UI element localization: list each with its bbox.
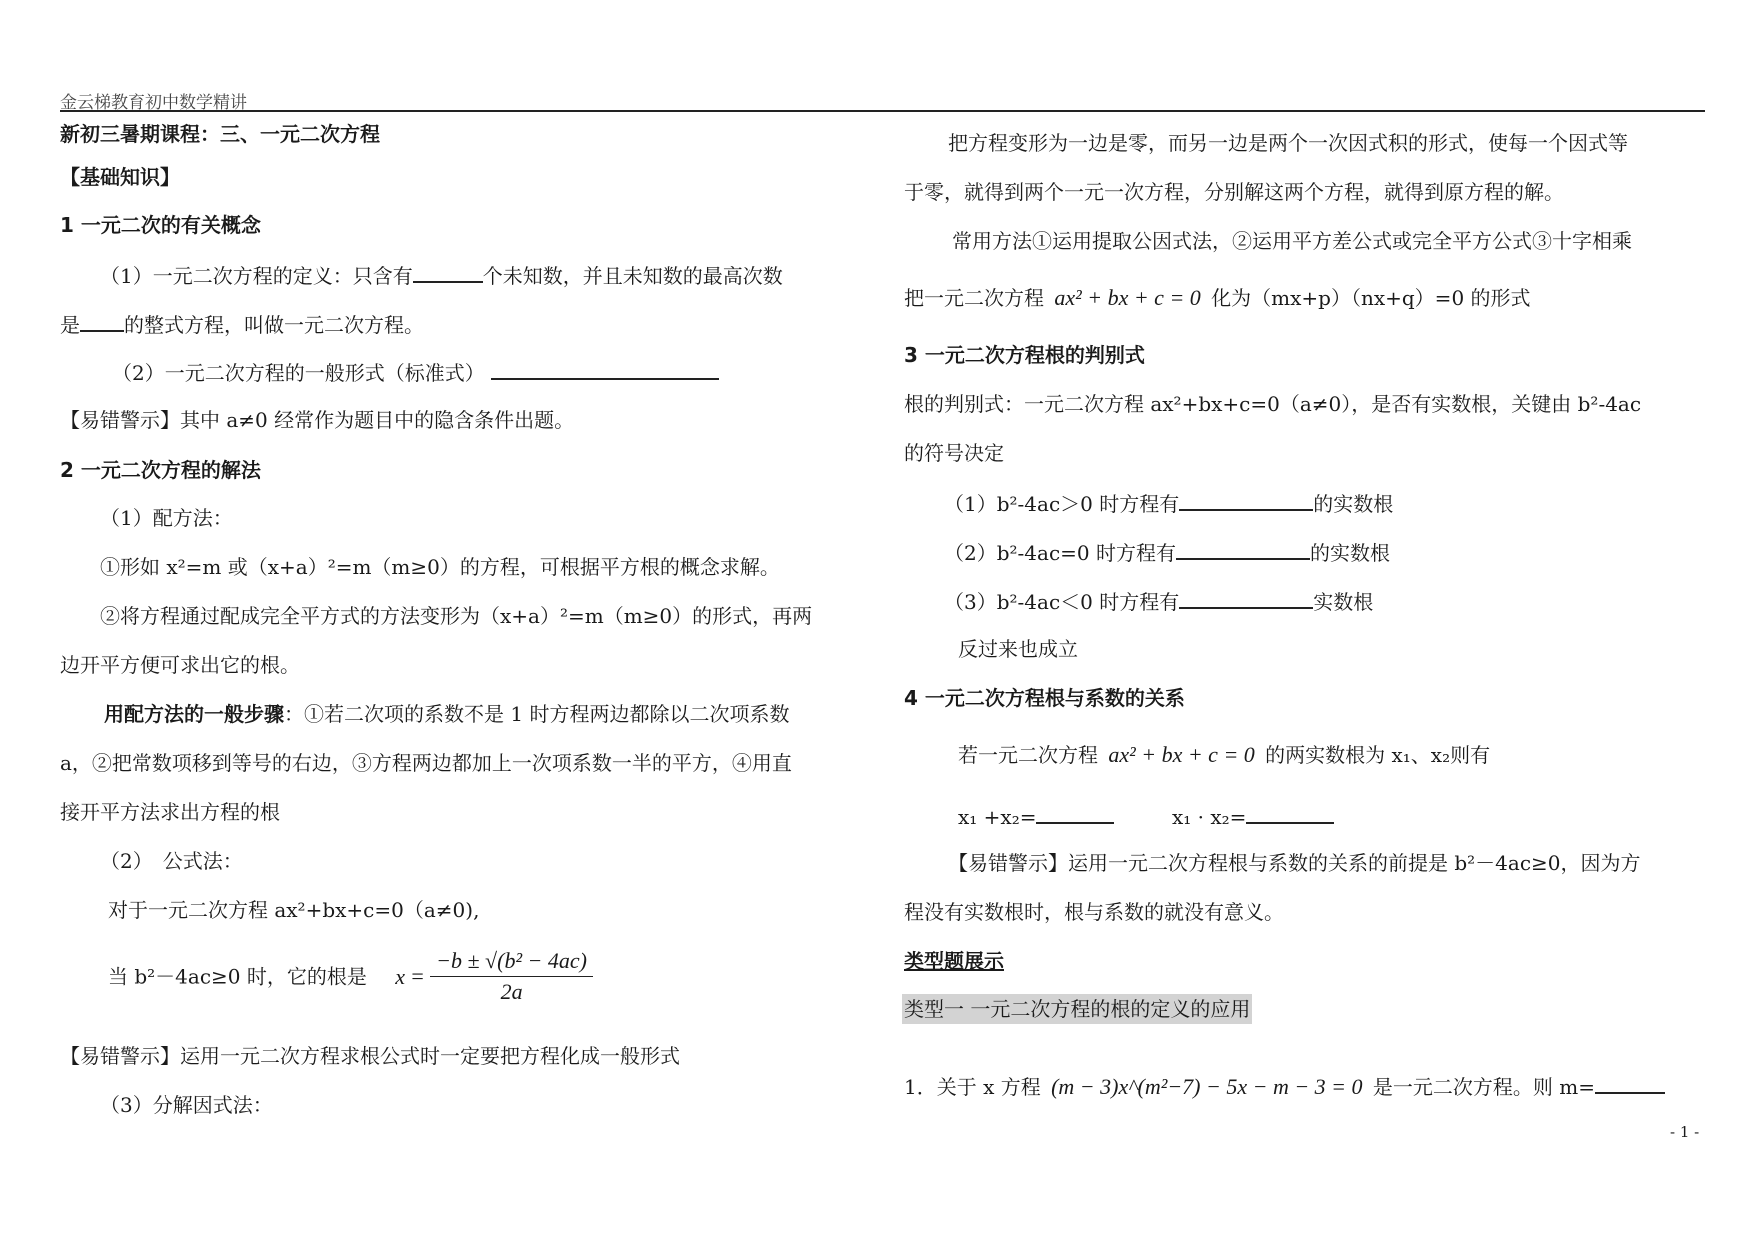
definition-text-c: 是: [60, 313, 80, 337]
cross-multiply-text-a: 把一元二次方程: [904, 286, 1044, 310]
vieta-text-a: 若一元二次方程: [958, 743, 1098, 767]
steps-text-a: ：①若二次项的系数不是 1 时方程两边都除以二次项系数: [284, 702, 790, 726]
warning-3-line1: 【易错警示】运用一元二次方程根与系数的关系的前提是 b²－4ac≥0，因为方: [948, 851, 1641, 875]
blank-case1: [1179, 489, 1313, 511]
question-1: [904, 1072, 1665, 1100]
steps-label: 用配方法的一般步骤: [104, 702, 284, 726]
formula-intro: 当 b²－4ac≥0 时，它的根是: [108, 964, 367, 989]
type1-heading: 类型一 一元二次方程的根的定义的应用: [902, 994, 1252, 1024]
case2-text-a: （2）b²-4ac=0 时方程有: [944, 541, 1176, 565]
quadratic-equation-math: ax² + bx + c = 0: [1054, 285, 1201, 310]
blank-unknown-count: [413, 261, 483, 283]
section4-title: 4 一元二次方程根与系数的关系: [904, 686, 1185, 710]
formula-fraction: [430, 948, 593, 1005]
basic-knowledge-heading: 【基础知识】: [60, 165, 180, 189]
case3-text-b: 实数根: [1313, 590, 1374, 614]
case1-text-a: （1）b²-4ac＞0 时方程有: [944, 492, 1180, 516]
case1-text-b: 的实数根: [1313, 492, 1394, 516]
warning-3-line2: 程没有实数根时，根与系数的就没有意义。: [904, 900, 1284, 924]
discriminant-case-3: [944, 587, 1373, 615]
common-methods: 常用方法①运用提取公因式法，②运用平方差公式或完全平方公式③十字相乘: [952, 229, 1632, 253]
method2-label: （2） 公式法：: [100, 849, 243, 873]
steps-line-3: 接开平方法求出方程的根: [60, 800, 280, 824]
definition-text-a: （1）一元二次方程的定义：只含有: [100, 264, 413, 288]
blank-general-form: [491, 358, 719, 380]
steps-line-2: a，②把常数项移到等号的右边，③方程两边都加上一次项系数一半的平方，④用直: [60, 751, 792, 775]
discriminant-line2: 的符号决定: [904, 441, 1004, 465]
blank-highest-degree: [80, 310, 124, 332]
definition-text-d: 的整式方程，叫做一元二次方程。: [124, 313, 424, 337]
case3-text-a: （3）b²-4ac＜0 时方程有: [944, 590, 1180, 614]
general-form-line: [112, 358, 719, 386]
warning-1: 【易错警示】其中 a≠0 经常作为题目中的隐含条件出题。: [60, 408, 575, 432]
discriminant-case-2: [944, 538, 1390, 566]
cross-multiply-text-b: 化为（mx+p）（nx+q）=0 的形式: [1211, 286, 1531, 310]
blank-vieta-product: [1246, 802, 1334, 824]
formula-denominator: 2a: [500, 979, 523, 1004]
converse-note: 反过来也成立: [958, 637, 1078, 661]
quadratic-formula-line: [108, 948, 593, 1005]
vieta-sum-label: x₁ +x₂=: [958, 805, 1037, 829]
section3-title: 3 一元二次方程根的判别式: [904, 343, 1145, 367]
blank-case2: [1176, 538, 1310, 560]
vieta-sum: [958, 802, 1114, 830]
method1-para2a: ②将方程通过配成完全平方式的方法变形为（x+a）²=m（m≥0）的形式，再两: [100, 604, 813, 628]
factor-para-line2: 于零，就得到两个一元一次方程，分别解这两个方程，就得到原方程的解。: [904, 180, 1564, 204]
section1-title: 1 一元二次的有关概念: [60, 213, 261, 237]
formula-equals: =: [411, 963, 424, 989]
vieta-text-b: 的两实数根为 x₁、x₂则有: [1265, 743, 1491, 767]
vieta-product-label: x₁ · x₂=: [1172, 805, 1247, 829]
blank-question1-answer: [1595, 1072, 1665, 1094]
cross-multiply-line: [904, 285, 1531, 311]
discriminant-line1: 根的判别式：一元二次方程 ax²+bx+c=0（a≠0），是否有实数根，关键由 b²-4ac: [904, 392, 1642, 416]
examples-heading: 类型题展示: [904, 949, 1004, 973]
general-form-text: （2）一元二次方程的一般形式（标准式）: [112, 361, 485, 385]
blank-vieta-sum: [1036, 802, 1114, 824]
document-header: 金云梯教育初中数学精讲: [60, 93, 247, 113]
vieta-equation-math: ax² + bx + c = 0: [1108, 742, 1255, 767]
definition-text-b: 个未知数，并且未知数的最高次数: [482, 264, 783, 288]
definition-line-2: [60, 310, 424, 338]
vieta-line: [958, 742, 1490, 768]
question1-text-b: 是一元二次方程。则 m=: [1372, 1075, 1595, 1099]
factor-para-line1: 把方程变形为一边是零，而另一边是两个一次因式积的形式，使每一个因式等: [948, 131, 1628, 155]
discriminant-case-1: [944, 489, 1393, 517]
method1-para1: ①形如 x²=m 或（x+a）²=m（m≥0）的方程，可根据平方根的概念求解。: [100, 555, 780, 579]
question1-text-a: 1．关于 x 方程: [904, 1075, 1041, 1099]
vieta-product: [1172, 802, 1334, 830]
method1-label: （1）配方法：: [100, 506, 233, 530]
warning-2: 【易错警示】运用一元二次方程求根公式时一定要把方程化成一般形式: [60, 1044, 680, 1068]
course-title: 新初三暑期课程：三、一元二次方程: [60, 122, 380, 146]
blank-case3: [1179, 587, 1313, 609]
definition-line: [100, 261, 783, 289]
method2-para1: 对于一元二次方程 ax²+bx+c=0（a≠0),: [108, 898, 480, 922]
case2-text-b: 的实数根: [1310, 541, 1390, 565]
method3-label: （3）分解因式法：: [100, 1093, 273, 1117]
question1-equation-math: (m − 3)x^(m²−7) − 5x − m − 3 = 0: [1051, 1074, 1363, 1099]
formula-numerator: −b ± √(b² − 4ac): [430, 948, 593, 977]
section2-title: 2 一元二次方程的解法: [60, 458, 261, 482]
header-rule: [60, 110, 1705, 112]
formula-x: x: [395, 963, 405, 989]
steps-line-1: [104, 701, 789, 727]
method1-para2b: 边开平方便可求出它的根。: [60, 653, 300, 677]
page-number: - 1 -: [1670, 1123, 1700, 1141]
